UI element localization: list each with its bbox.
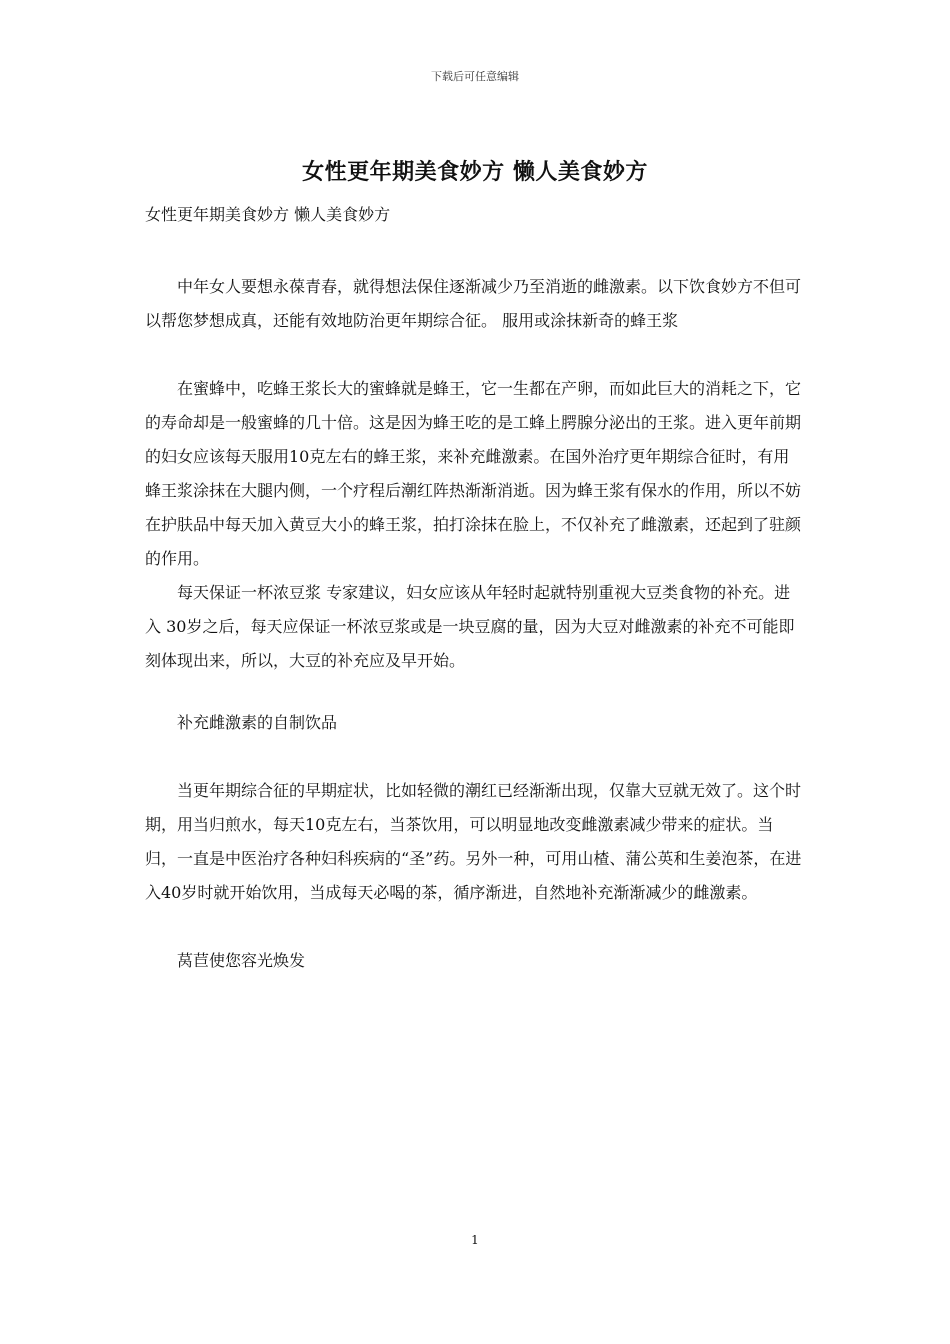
- page-number: 1: [471, 1233, 479, 1247]
- paragraph-gap: [145, 338, 805, 372]
- paragraph-royal-jelly: 在蜜蜂中，吃蜂王浆长大的蜜蜂就是蜂王，它一生都在产卵，而如此巨大的消耗之下，它的寿命却是一般蜜蜂的几十倍。这是因为蜂王吃的是工蜂上腭腺分泌出的王浆。进入更年前期的妇女应该每天服用10克左右的蜂王浆，来补充雌激素。在国外治疗更年期综合征时，有用蜂王浆涂抹在大腿内侧，一个疗程后潮红阵热渐渐消逝。因为蜂王浆有保水的作用，所以不妨在护肤品中每天加入黄豆大小的蜂王浆，拍打涂抹在脸上，不仅补充了雌激素，还起到了驻颜的作用。: [145, 379, 802, 568]
- paragraph-gap: [145, 678, 805, 706]
- paragraph-soy-milk: 每天保证一杯浓豆浆 专家建议，妇女应该从年轻时起就特别重视大豆类食物的补充。进入 30岁之后，每天应保证一杯浓豆浆或是一块豆腐的量，因为大豆对雌激素的补充不可能即刻体现出来，所以，大豆的补充应及早开始。: [145, 583, 795, 670]
- document-subtitle: 女性更年期美食妙方 懒人美食妙方: [145, 205, 391, 224]
- header-note: 下载后可任意编辑: [431, 70, 519, 83]
- paragraph-angelica: 当更年期综合征的早期症状，比如轻微的潮红已经渐渐出现，仅靠大豆就无效了。这个时期，用当归煎水，每天10克左右，当茶饮用，可以明显地改变雌激素减少带来的症状。当归，一直是中医治疗各种妇科疾病的“圣”药。另外一种，可用山楂、蒲公英和生姜泡茶，在进入40岁时就开始饮用，当成每天必喝的茶，循序渐进，自然地补充渐渐减少的雌激素。: [145, 781, 802, 902]
- section-heading-homemade-drinks: 补充雌激素的自制饮品: [177, 713, 338, 732]
- paragraph-intro: 中年女人要想永葆青春，就得想法保住逐渐减少乃至消逝的雌激素。以下饮食妙方不但可以帮您梦想成真，还能有效地防治更年期综合征。 服用或涂抹新奇的蜂王浆: [145, 277, 802, 330]
- section-heading-lettuce: 莴苣使您容光焕发: [177, 951, 306, 970]
- document-title: 女性更年期美食妙方 懒人美食妙方: [302, 159, 648, 185]
- paragraph-gap: [145, 910, 805, 944]
- paragraph-gap: [145, 740, 805, 774]
- document-body: [145, 270, 805, 978]
